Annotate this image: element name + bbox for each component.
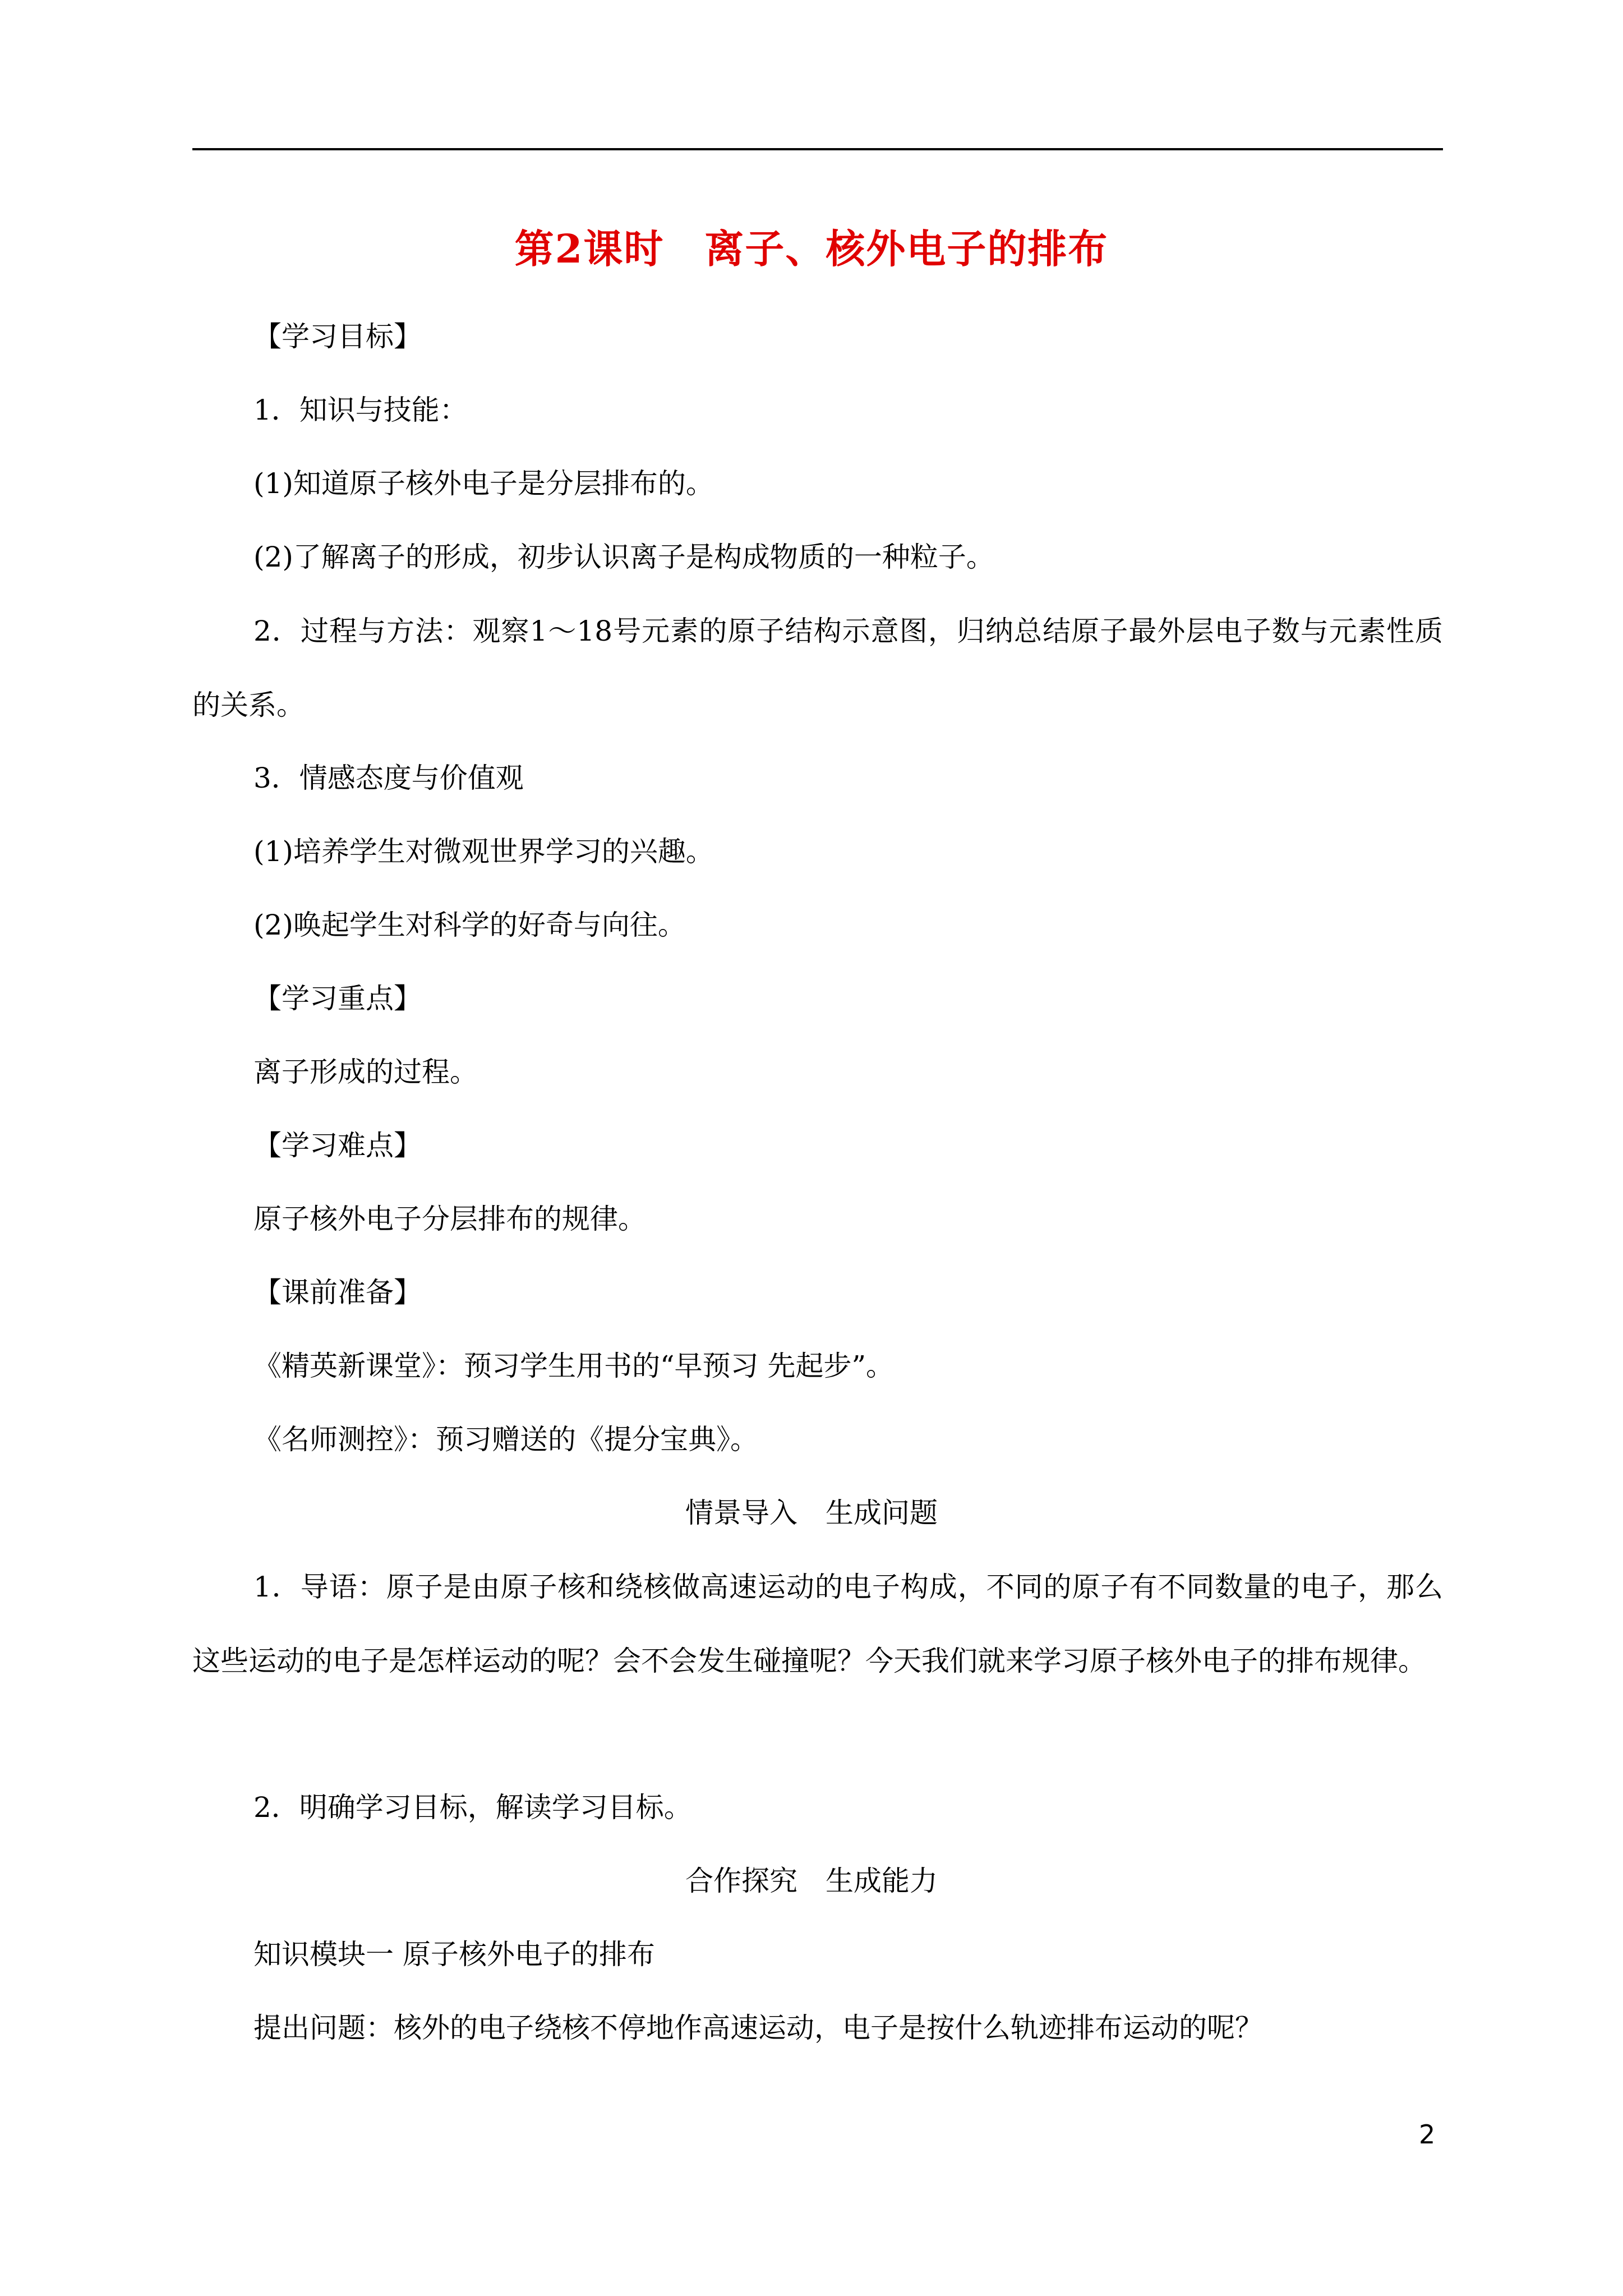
objective-3: 3．情感态度与价值观 [253,762,524,794]
objective-1a: (1)知道原子核外电子是分层排布的。 [253,467,714,500]
objective-3b: (2)唤起学生对科学的好奇与向往。 [253,909,686,941]
section-title-intro: 情景导入 生成问题 [685,1497,938,1529]
header-rule [192,148,1443,150]
section-title-explore: 合作探究 生成能力 [685,1865,938,1897]
intro-paragraph-2: 2．明确学习目标，解读学习目标。 [253,1791,692,1824]
difficulty-text: 原子核外电子分层排布的规律。 [253,1203,646,1235]
knowledge-module-1: 知识模块一 原子核外电子的排布 [253,1938,655,1971]
objective-1b: (2)了解离子的形成，初步认识离子是构成物质的一种粒子。 [253,541,994,573]
page-number: 2 [1419,2119,1436,2150]
page-title: 第2课时 离子、核外电子的排布 [514,226,1109,272]
intro-paragraph-1: 1．导语：原子是由原子核和绕核做高速运动的电子构成，不同的原子有不同数量的电子，那么这些运动的电子是怎样运动的呢？会不会发生碰撞呢？今天我们就来学习原子核外电子的排布规律。 [192,1571,1443,1677]
prep-heading: 【课前准备】 [253,1276,422,1309]
objectives-heading: 【学习目标】 [253,320,422,353]
question-text: 提出问题：核外的电子绕核不停地作高速运动，电子是按什么轨迹排布运动的呢？ [253,2012,1263,2044]
prep-item-1: 《精英新课堂》：预习学生用书的“早预习 先起步”。 [253,1350,895,1382]
key-heading: 【学习重点】 [253,982,422,1015]
objective-1: 1．知识与技能： [253,394,468,426]
objective-2: 2．过程与方法：观察1～18号元素的原子结构示意图，归纳总结原子最外层电子数与元素性质的关系。 [192,615,1443,721]
objective-3a: (1)培养学生对微观世界学习的兴趣。 [253,835,714,868]
prep-item-2: 《名师测控》：预习赠送的《提分宝典》。 [253,1423,758,1456]
difficulty-heading: 【学习难点】 [253,1129,422,1162]
key-text: 离子形成的过程。 [253,1056,478,1088]
